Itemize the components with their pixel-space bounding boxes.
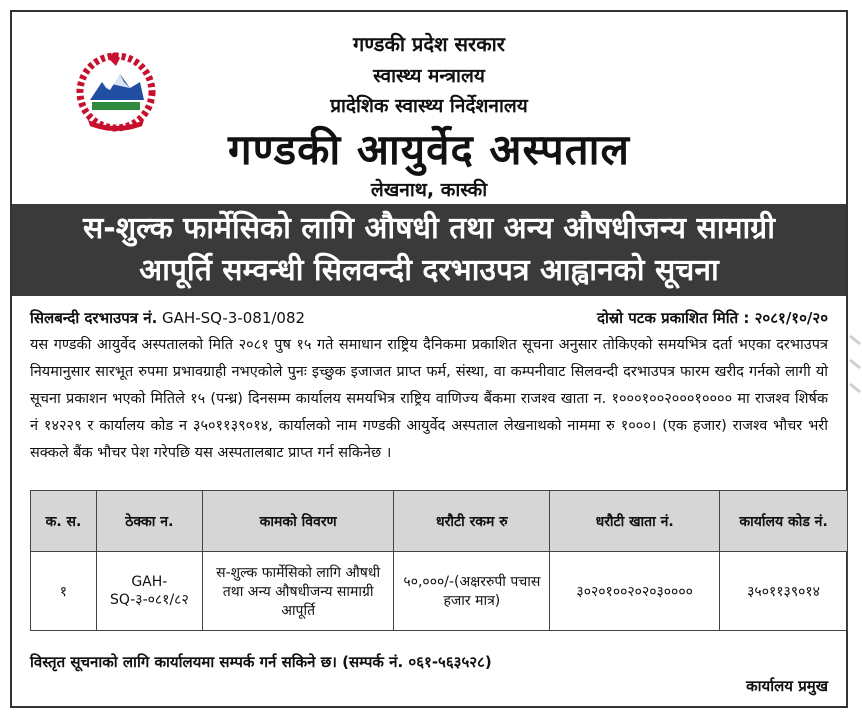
page-title: गण्डकी आयुर्वेद अस्पताल — [228, 125, 630, 174]
reference-label: सिलबन्दी दरभाउपत्र नं. — [30, 309, 158, 327]
cell-office-code: ३५०११३९०१४ — [720, 552, 848, 631]
cell-deposit-amount: ५०,०००/-(अक्षररुपी पचास हजार मात्र) — [394, 552, 550, 631]
cell-description: स-शुल्क फार्मेसिको लागि औषधी तथा अन्य औषधीजन्य सामाग्री आपूर्ति — [202, 552, 394, 631]
notice-banner — [12, 204, 846, 296]
col-contract-no: ठेक्का न. — [96, 491, 202, 552]
contact-note: विस्तृत सूचनाको लागि कार्यालयमा सम्पर्क गर्न सकिने छ। (सम्पर्क नं. ०६१-५६३५२८) — [30, 653, 492, 671]
cell-contract-no: GAH-SQ-३-०८१/८२ — [96, 552, 202, 631]
table-header-row — [31, 491, 848, 552]
cell-serial: १ — [31, 552, 97, 631]
cell-deposit-account: ३०२०१००२०२०३०००० — [550, 552, 720, 631]
notice-body: यस गण्डकी आयुर्वेद अस्पतालको मिति २०८१ पुष १५ गते समाधान राष्ट्रिय दैनिकमा प्रकाशित सूचना अनुसार तोकिएको समयभित्र दर्ता भएका दरभाउपत्र नियमानुसार सारभूत रुपमा प्रभावग्राही नभएकोले पुनः इच्छुक इजाजत प्राप्त फर्म, संस्था, वा कम्पनीवाट सिलवन्दी दरभाउपत्र फारम खरीद गर्नको लागी यो सूचना प्रकाशन भएको मितिले १५ (पन्ध्र) दिनसम्म कार्यालय समयभित्र राष्ट्रिय वाणिज्य बैंकमा राजश्व खाता न. १०००१००२०००१०००० मा राजश्व शिर्षक नं १४२२९ र कार्यालय कोड न ३५०११३९०१४, कार्यालको नाम गण्डकी आयुर्वेद अस्पताल लेखनाथको नाममा रु १०००। (एक हजार) राजश्व भौचर भरी सक्कले बैंक भौचर पेश गरेपछि यस अस्पतालबाट प्राप्त गर्न सकिनेछ । — [30, 337, 828, 461]
header-directorate: प्रादेशिक स्वास्थ्य निर्देशनालय — [330, 95, 528, 117]
office-chief-signoff: कार्यालय प्रमुख — [746, 677, 828, 695]
header-location: लेखनाथ, कास्की — [370, 179, 488, 201]
page-edge-mark-icon — [848, 330, 862, 410]
banner-line-1: स-शुल्क फार्मेसिको लागि औषधी तथा अन्य औषधीजन्य सामाग्री — [83, 211, 775, 246]
reference-value: GAH-SQ-3-081/082 — [162, 309, 306, 327]
publish-date: दोस्रो पटक प्रकाशित मिति : २०८१/१०/२० — [597, 309, 828, 327]
col-serial: क. स. — [31, 491, 97, 552]
notice-frame — [10, 10, 848, 708]
header-province: गण्डकी प्रदेश सरकार — [353, 32, 505, 56]
table-row — [31, 552, 848, 631]
header-ministry: स्वास्थ्य मन्त्रालय — [373, 65, 485, 87]
reference-number — [30, 308, 305, 328]
banner-line-2: आपूर्ति सम्वन्धी सिलवन्दी दरभाउपत्र आह्वानको सूचना — [139, 253, 719, 288]
col-deposit-account: धरौटी खाता नं. — [550, 491, 720, 552]
col-description: कामको विवरण — [202, 491, 394, 552]
col-office-code: कार्यालय कोड नं. — [720, 491, 848, 552]
tender-table — [30, 490, 848, 631]
col-deposit-amount: धरौटी रकम रु — [394, 491, 550, 552]
